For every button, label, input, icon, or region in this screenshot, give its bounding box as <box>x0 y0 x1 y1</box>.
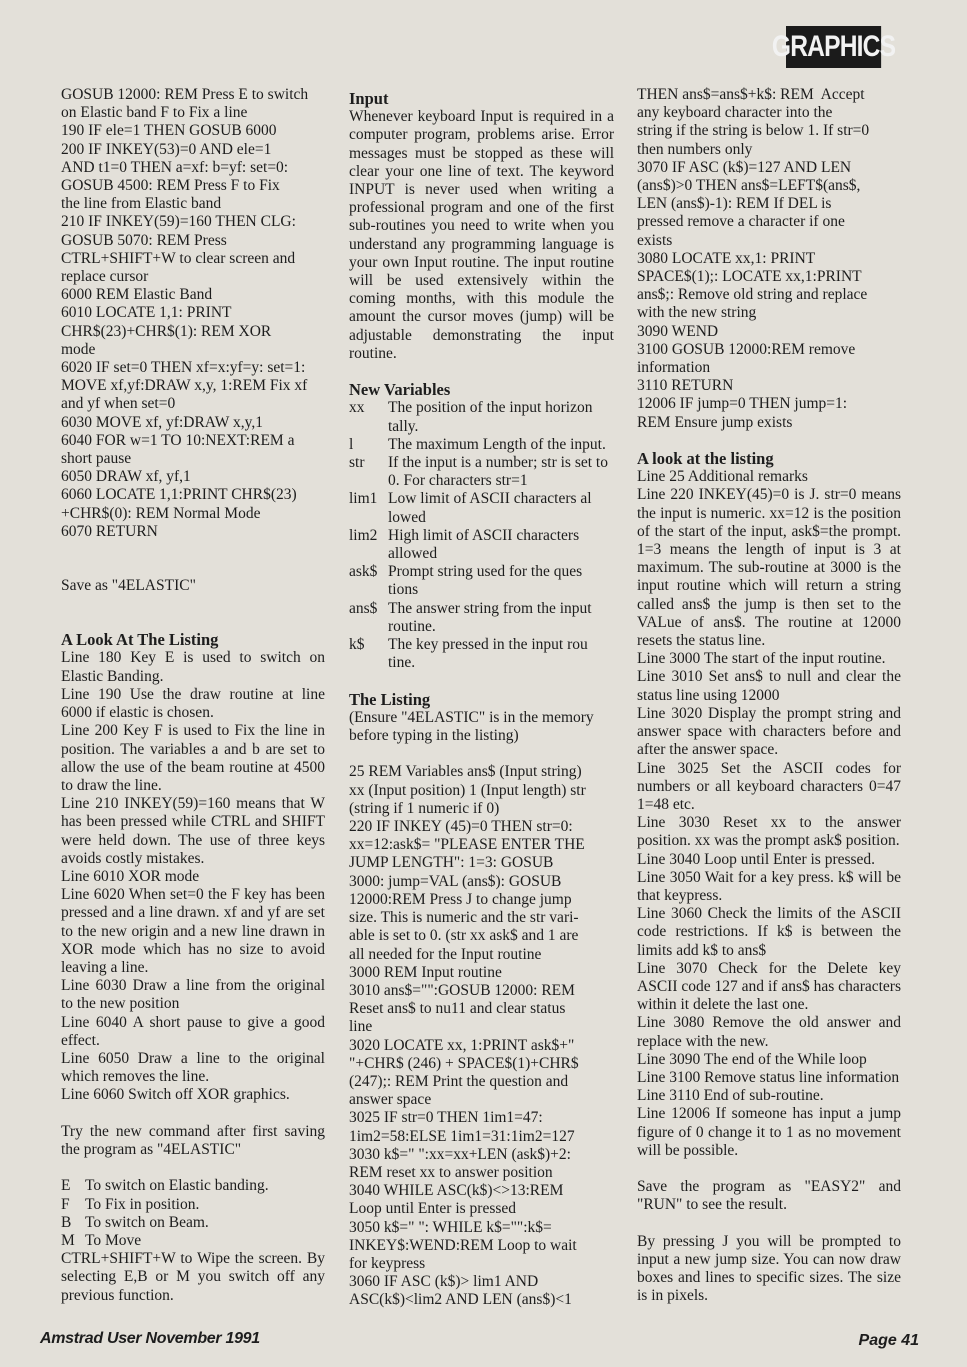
page-number: Page 41 <box>858 1332 919 1349</box>
code-line: size. This is numeric and the str vari- <box>349 909 579 927</box>
listing-notes <box>637 468 901 1160</box>
note-paragraph: Line 6040 A short pause to give a good effect. <box>61 1013 325 1049</box>
variable-name: k$ <box>349 636 365 654</box>
code-line: 1im2=58:ELSE 1im1=31:1im2=127 <box>349 1127 575 1145</box>
code-line: able is set to 0. (str xx ask$ and 1 are <box>349 927 579 945</box>
code-line: 12000:REM Press J to change jump <box>349 890 572 908</box>
key-description: To Fix in position. <box>85 1195 200 1213</box>
note-paragraph: Line 25 Additional remarks <box>637 468 808 486</box>
note-paragraph: Line 3080 Remove the old answer and replace with the new. <box>637 1014 901 1050</box>
code-listing-continued <box>61 86 325 541</box>
code-line: GOSUB 5070: REM Press <box>61 231 227 249</box>
variable-item <box>349 490 614 526</box>
code-line: mode <box>61 340 96 358</box>
code-line: 6050 DRAW xf, yf,1 <box>61 468 191 486</box>
note-paragraph: Line 3110 End of sub-routine. <box>637 1087 824 1105</box>
key-item <box>61 1196 325 1214</box>
variable-description: The answer string from the input routine. <box>388 599 592 635</box>
code-line: THEN ans$=ans$+k$: REM Accept <box>637 86 865 103</box>
save-note: Save as "4ELASTIC" <box>61 577 196 595</box>
note-paragraph: Line 3030 Reset xx to the answer position. xx was the prompt ask$ position. <box>637 814 901 850</box>
note-paragraph: Line 180 Key E is used to switch on Elastic Banding. <box>61 649 325 685</box>
note-paragraph: Line 210 INKEY(59)=160 means that W has been pressed while CTRL and SHIFT were held down. The use of three keys avoids costly mistakes. <box>61 795 325 867</box>
code-line: short pause <box>61 450 132 468</box>
code-line: xx (Input position) 1 (Input length) str <box>349 781 586 799</box>
code-line: replace cursor <box>61 268 149 286</box>
code-line: ans$;: Remove old string and replace <box>637 286 868 304</box>
column-middle <box>349 90 614 1310</box>
code-line: MOVE xf,yf:DRAW x,y, 1:REM Fix xf <box>61 377 308 395</box>
note-paragraph: Line 3090 The end of the While loop <box>637 1050 867 1068</box>
key-letter: M <box>61 1231 75 1249</box>
listing-notes <box>61 649 325 1104</box>
note-paragraph: Line 6010 XOR mode <box>61 867 200 885</box>
code-line: and yf when set=0 <box>61 395 176 413</box>
variable-name: xx <box>349 399 365 417</box>
listing-note: (Ensure "4ELASTIC" is in the memory before typing in the listing) <box>349 708 594 745</box>
code-line: 3020 LOCATE xx, 1:PRINT ask$+" <box>349 1036 575 1054</box>
variable-item <box>349 399 614 435</box>
final-paragraph: By pressing J you will be prompted to input a new jump size. You can now draw boxes and lines to specific sizes. The size is in pixels. <box>637 1232 901 1305</box>
code-line: 6060 LOCATE 1,1:PRINT CHR$(23) <box>61 486 297 504</box>
note-paragraph: Line 6020 When set=0 the F key has been pressed and a line drawn. xf and yf are set to the new origin and a new line drawn in XOR mode which has no size to avoid leaving a line. <box>61 886 325 976</box>
variable-description: If the input is a number; str is set to 0. For characters str=1 <box>388 454 608 490</box>
input-paragraph: Whenever keyboard Input is required in a computer program, problems arise. Error messages must be stopped as these will clear your one line of text. The keyword INPUT is never used when writing a professional program and one of the first sub-routines you need to write when you understand any programming language is your own Input routine. The input routine will be used extensively within the coming months, with this module the amount the cursor moves (jump) will be adjustable demonstrating the input routine. <box>349 108 614 362</box>
code-line: exists <box>637 231 673 249</box>
code-line: 12006 IF jump=0 THEN jump=1: <box>637 395 848 413</box>
note-paragraph: Line 6050 Draw a line to the original which removes the line. <box>61 1049 325 1086</box>
code-line: 3030 k$=" ":xx=xx+LEN (ask$)+2: <box>349 1145 571 1163</box>
column-right <box>637 86 901 1306</box>
closing-paragraph: CTRL+SHIFT+W to Wipe the screen. By selecting E,B or M you switch off any previous function. <box>61 1250 325 1304</box>
variable-name: ask$ <box>349 563 378 581</box>
variable-item <box>349 527 614 563</box>
variable-description: The key pressed in the input rou tine. <box>388 636 588 672</box>
code-line: pressed remove a character if one <box>637 213 845 231</box>
try-paragraph: Try the new command after first saving the program as "4ELASTIC" <box>61 1122 325 1158</box>
code-line: JUMP LENGTH": 1=3: GOSUB <box>349 854 554 872</box>
code-line: on Elastic band F to Fix a line <box>61 104 248 122</box>
code-line: 190 IF ele=1 THEN GOSUB 6000 <box>61 122 277 140</box>
code-line: 3100 GOSUB 12000:REM remove <box>637 340 856 358</box>
section-heading: A Look At The Listing <box>61 630 219 650</box>
code-line: answer space <box>349 1091 432 1109</box>
code-line: REM reset xx to answer position <box>349 1163 553 1181</box>
note-paragraph: Line 200 Key F is used to Fix the line in position. The variables a and b are set to allow the use of the beam routine at 4500 to draw the line. <box>61 722 325 794</box>
code-line: ASC(k$)<lim2 AND LEN (ans$)<1 <box>349 1291 572 1309</box>
code-line: 25 REM Variables ans$ (Input string) <box>349 763 582 781</box>
code-line: 6010 LOCATE 1,1: PRINT <box>61 304 232 322</box>
note-paragraph: Line 220 INKEY(45)=0 is J. str=0 means the input is numeric. xx=12 is the position of the start of the input, ask$=the prompt. 1=3 means the length of input is 3 at maximum. The sub-routine at 3000 is the input routine which will return a string called ans$ the jump is then set to the VALue of ans$. The routine at 12000 resets the status line. <box>637 486 901 650</box>
code-line: GOSUB 4500: REM Press F to Fix <box>61 177 280 195</box>
key-description: To switch on Beam. <box>85 1213 209 1231</box>
note-paragraph: Line 3040 Loop until Enter is pressed. <box>637 850 876 868</box>
code-line: REM Ensure jump exists <box>637 413 793 431</box>
code-line: LEN (ans$)-1): REM If DEL is <box>637 195 832 213</box>
code-line: "+CHR$ (246) + SPACE$(1)+CHR$ <box>349 1054 579 1072</box>
code-line: line <box>349 1018 373 1036</box>
code-line: string if the string is below 1. If str=0 <box>637 122 870 140</box>
code-line: xx=12:ask$= "PLEASE ENTER THE <box>349 836 585 854</box>
variable-item <box>349 600 614 636</box>
note-paragraph: Line 190 Use the draw routine at line 6000 if elastic is chosen. <box>61 685 325 722</box>
code-line: 200 IF INKEY(53)=0 AND ele=1 <box>61 140 272 158</box>
code-line: Reset ans$ to nu11 and clear status <box>349 1000 566 1018</box>
section-heading: The Listing <box>349 689 431 709</box>
code-line: 3080 LOCATE xx,1: PRINT <box>637 249 816 267</box>
code-line: 3050 k$=" ": WHILE k$="":k$= <box>349 1218 552 1236</box>
code-line: the line from Elastic band <box>61 195 222 213</box>
section-heading: Input <box>349 89 389 108</box>
variable-name: lim1 <box>349 490 378 508</box>
code-line: 3010 ans$="":GOSUB 12000: REM <box>349 981 575 999</box>
section-tag-graphics <box>771 26 896 68</box>
magazine-footer: Amstrad User November 1991 <box>40 1330 260 1347</box>
code-line: 3060 IF ASC (k$)> lim1 AND <box>349 1273 539 1291</box>
note-paragraph: Line 3050 Wait for a key press. k$ will be that keypress. <box>637 868 901 904</box>
variable-name: str <box>349 454 365 472</box>
note-paragraph: Line 3020 Display the prompt string and answer space with characters before and after the answer space. <box>637 704 901 759</box>
key-description: To Move <box>85 1231 142 1249</box>
key-item <box>61 1232 325 1250</box>
section-tag-label: GRAPHICS <box>771 30 896 63</box>
code-line: +CHR$(0): REM Normal Mode <box>61 504 261 522</box>
code-line: 3040 WHILE ASC(k$)<>13:REM <box>349 1182 564 1200</box>
code-line: 6030 MOVE xf, yf:DRAW x,y,1 <box>61 413 263 431</box>
code-line: 3025 IF str=0 THEN 1im1=47: <box>349 1109 543 1127</box>
key-description: To switch on Elastic banding. <box>85 1177 269 1195</box>
code-listing <box>349 763 614 1309</box>
variable-description: Prompt string used for the ques tions <box>388 563 583 599</box>
code-line: 6070 RETURN <box>61 522 158 540</box>
variable-description: Low limit of ASCII characters al lowed <box>388 490 592 526</box>
section-heading: A look at the listing <box>637 449 774 469</box>
code-line: 3070 IF ASC (k$)=127 AND LEN <box>637 158 852 176</box>
code-line: CTRL+SHIFT+W to clear screen and <box>61 249 296 267</box>
key-letter: F <box>61 1195 70 1213</box>
note-paragraph: Line 3100 Remove status line information <box>637 1068 900 1086</box>
key-item <box>61 1177 325 1195</box>
variable-list <box>349 399 614 672</box>
note-paragraph: Line 3070 Check for the Delete key ASCII code 127 and if ans$ has characters within it delete the last one. <box>637 959 901 1014</box>
code-line: 3110 RETURN <box>637 377 734 395</box>
variable-description: The maximum Length of the input. <box>388 435 606 453</box>
code-line: 3090 WEND <box>637 322 719 340</box>
key-letter: E <box>61 1177 71 1195</box>
variable-description: The position of the input horizon tally. <box>388 399 593 435</box>
code-line: (string if 1 numeric if 0) <box>349 799 500 817</box>
code-line: 6040 FOR w=1 TO 10:NEXT:REM a <box>61 431 295 449</box>
code-line: 3000 REM Input routine <box>349 963 502 981</box>
note-paragraph: Line 6060 Switch off XOR graphics. <box>61 1086 290 1104</box>
code-line: 220 IF INKEY (45)=0 THEN str=0: <box>349 818 573 836</box>
code-line: all needed for the Input routine <box>349 945 542 963</box>
variable-description: High limit of ASCII characters allowed <box>388 526 580 563</box>
code-line: any keyboard character into the <box>637 104 833 122</box>
code-line: GOSUB 12000: REM Press E to switch <box>61 86 309 103</box>
code-line: 6000 REM Elastic Band <box>61 286 213 304</box>
variable-item <box>349 454 614 490</box>
code-line: 6020 IF set=0 THEN xf=x:yf=y: set=1: <box>61 359 306 377</box>
code-line: (247);: REM Print the question and <box>349 1072 569 1090</box>
variable-item <box>349 436 614 454</box>
note-paragraph: Line 3010 Set ans$ to null and clear the status line using 12000 <box>637 668 901 704</box>
section-heading: New Variables <box>349 380 451 400</box>
code-listing-continued <box>637 86 901 432</box>
variable-name: ans$ <box>349 599 378 617</box>
code-line: INKEY$:WEND:REM Loop to wait <box>349 1236 577 1254</box>
variable-item <box>349 563 614 599</box>
key-item <box>61 1214 325 1232</box>
variable-name: l <box>349 435 354 453</box>
key-list <box>61 1177 325 1250</box>
code-line: information <box>637 359 711 377</box>
code-line: 3000: jump=VAL (ans$): GOSUB <box>349 872 562 890</box>
code-line: for keypress <box>349 1254 426 1272</box>
code-line: then numbers only <box>637 140 753 158</box>
note-paragraph: Line 3000 The start of the input routine. <box>637 650 886 668</box>
code-line: 210 IF INKEY(59)=160 THEN CLG: <box>61 213 296 231</box>
code-line: with the new string <box>637 304 757 322</box>
note-paragraph: Line 3060 Check the limits of the ASCII code restrictions. If k$ is between the limits add k$ to ans$ <box>637 905 901 959</box>
note-paragraph: Line 12006 If someone has input a jump figure of 0 change it to 1 as no movement will be possible. <box>637 1105 901 1159</box>
variable-item <box>349 636 614 672</box>
save-paragraph: Save the program as "EASY2" and "RUN" to see the result. <box>637 1178 901 1214</box>
column-left <box>61 86 325 1305</box>
code-line: SPACE$(1);: LOCATE xx,1:PRINT <box>637 268 862 286</box>
key-letter: B <box>61 1213 72 1231</box>
code-line: (ans$)>0 THEN ans$=LEFT$(ans$, <box>637 177 861 195</box>
code-line: Loop until Enter is pressed <box>349 1200 517 1218</box>
note-paragraph: Line 3025 Set the ASCII codes for numbers or all keyboard characters 0=47 1=48 etc. <box>637 759 901 813</box>
code-line: AND t1=0 THEN a=xf: b=yf: set=0: <box>61 158 289 176</box>
variable-name: lim2 <box>349 526 378 544</box>
note-paragraph: Line 6030 Draw a line from the original to the new position <box>61 977 325 1013</box>
code-line: CHR$(23)+CHR$(1): REM XOR <box>61 322 272 340</box>
